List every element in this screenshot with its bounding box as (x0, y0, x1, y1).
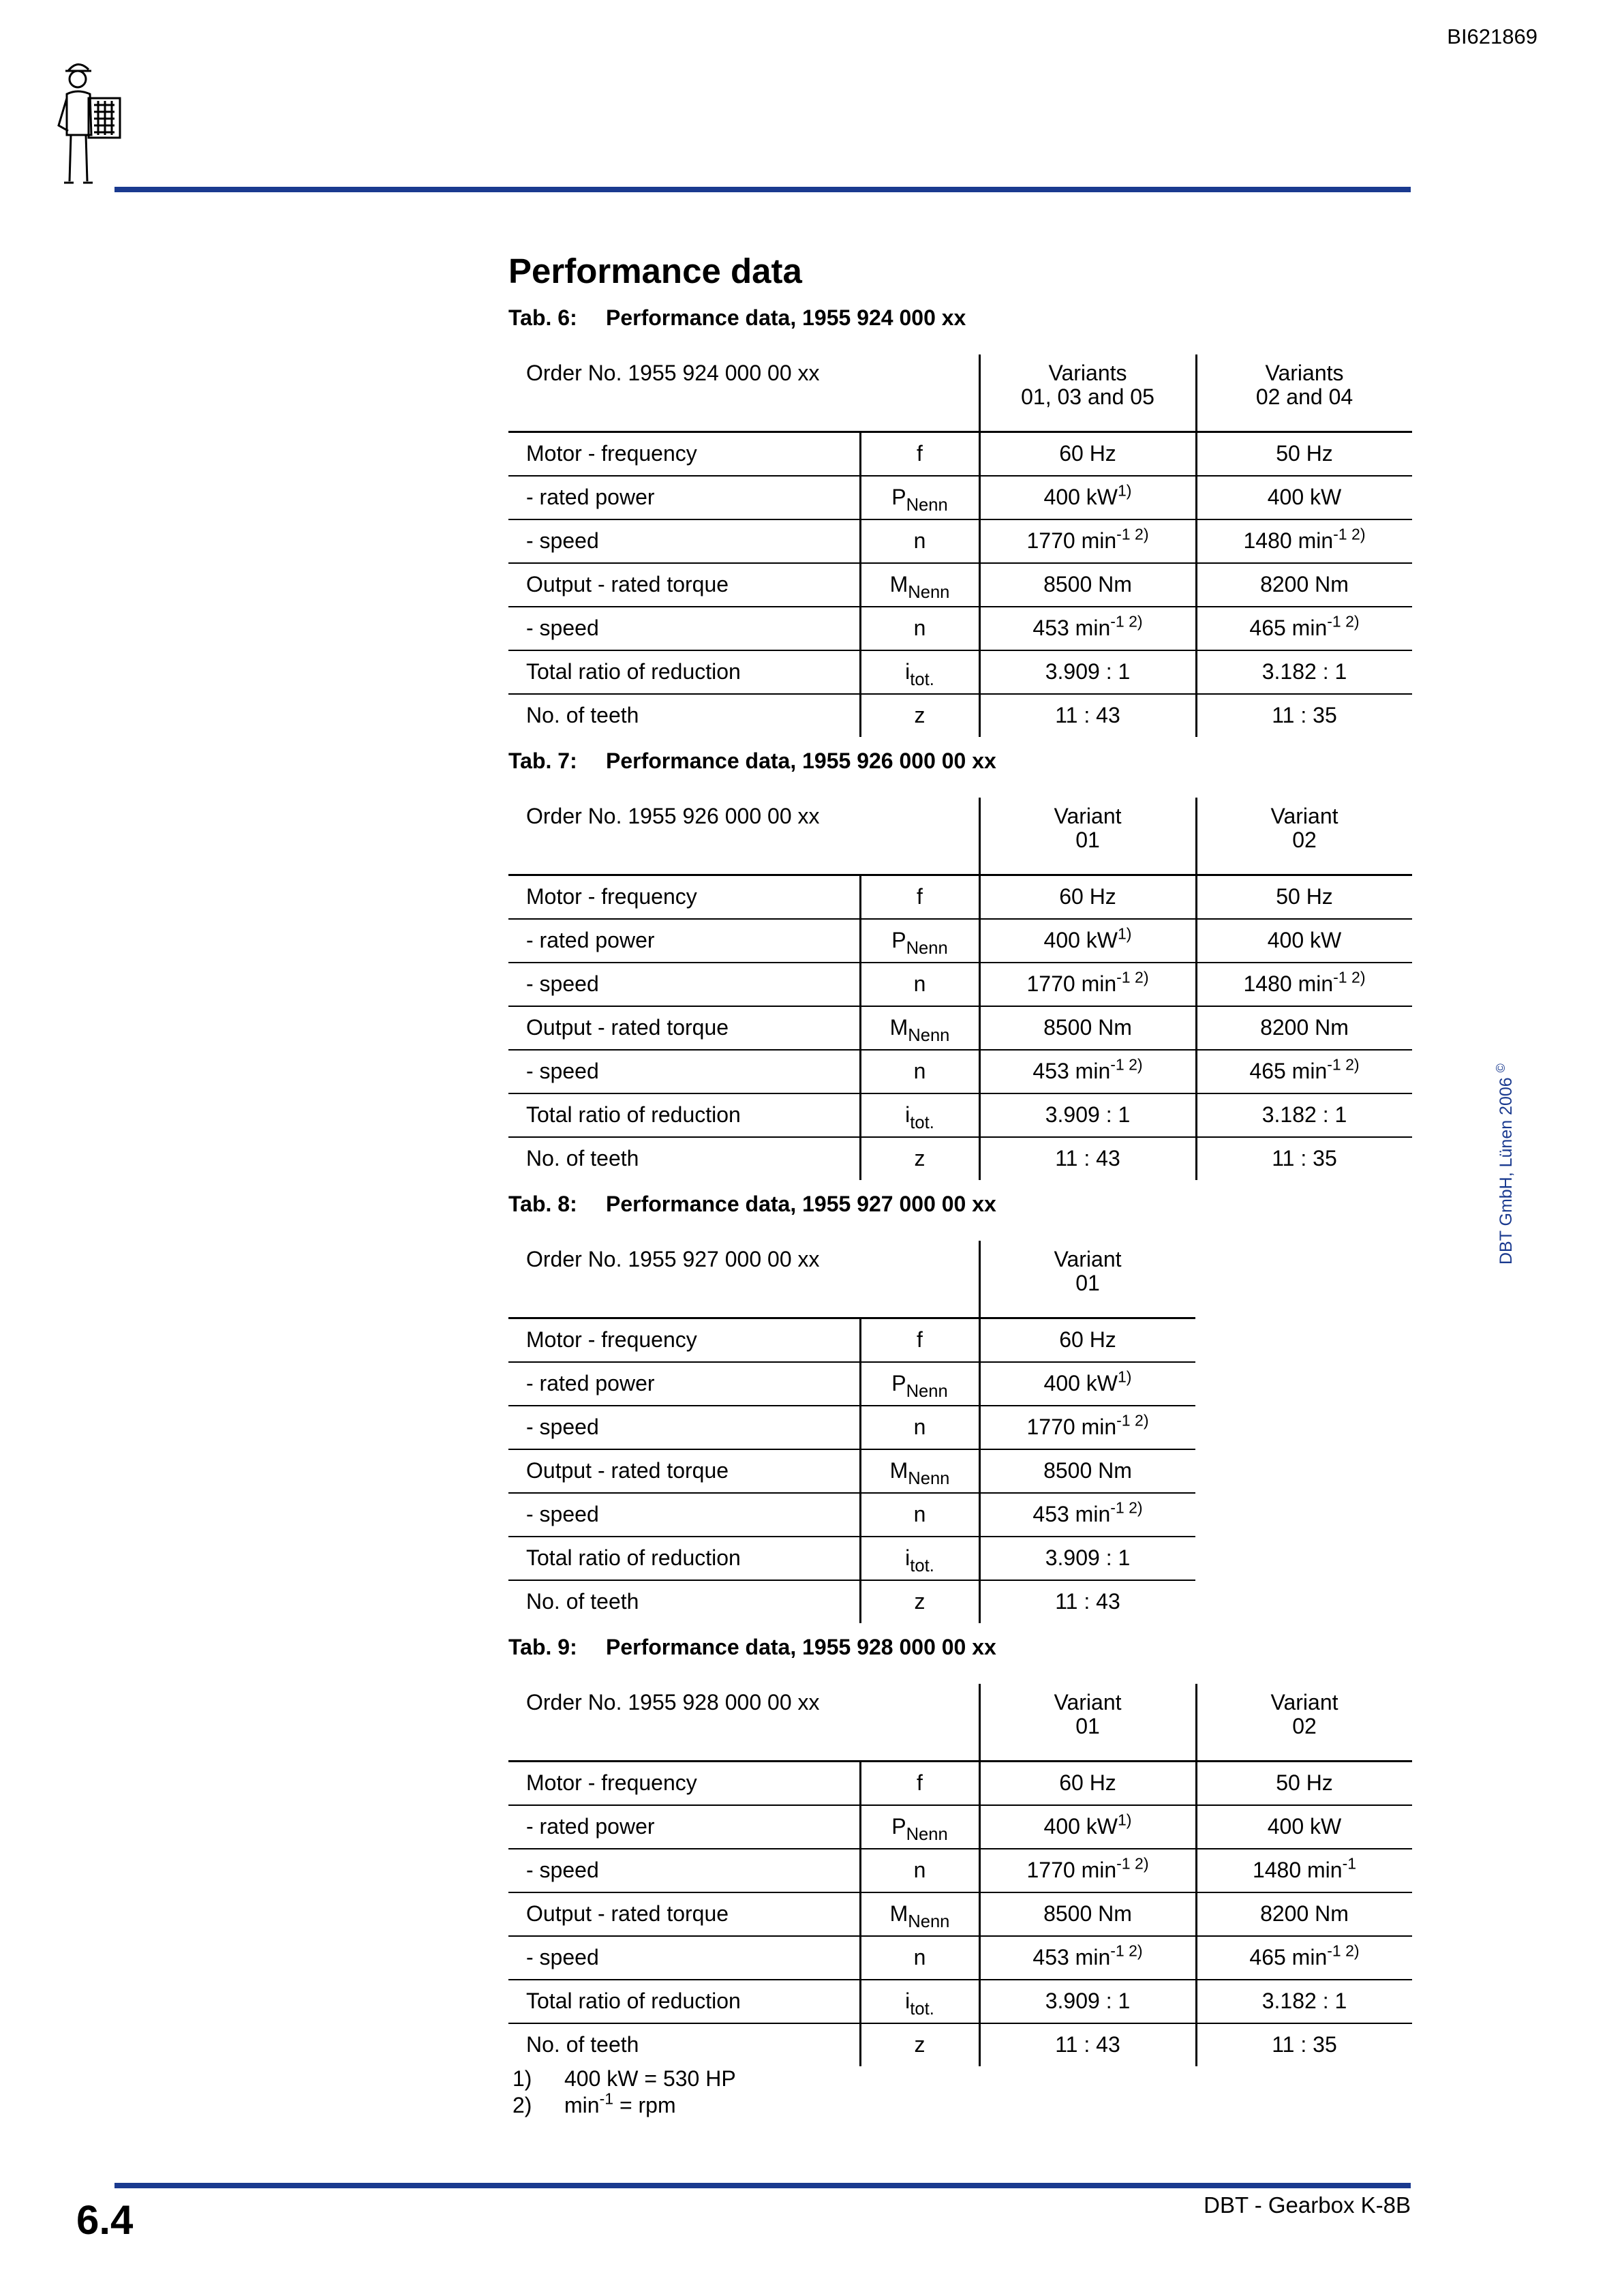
table-row (508, 519, 1412, 563)
parameter-label: No. of teeth (508, 694, 860, 737)
parameter-value: 1770 $\min^{-1 2)}$ (979, 1406, 1195, 1449)
parameter-symbol: $i_{tot.}$ (860, 1537, 979, 1580)
parameter-value: 11 : 43 (979, 1580, 1195, 1623)
parameter-label: Output - rated torque (508, 1449, 860, 1493)
parameter-symbol: n (860, 1406, 979, 1449)
parameter-symbol: f (860, 1762, 979, 1806)
parameter-label: - speed (508, 1406, 860, 1449)
parameter-value: 453 $\min^{-1 2)}$ (979, 1936, 1196, 1980)
parameter-label: Output - rated torque (508, 1006, 860, 1050)
table-row (508, 476, 1412, 519)
parameter-value: 60 Hz (979, 1762, 1196, 1806)
parameter-label: Motor - frequency (508, 432, 860, 477)
parameter-value: 465 $\min^{-1 2)}$ (1196, 1936, 1412, 1980)
parameter-symbol: n (860, 1493, 979, 1537)
parameter-label: Total ratio of reduction (508, 1537, 860, 1580)
parameter-value: 11 : 43 (979, 694, 1196, 737)
footnote-2: 2) $\min^{-1}$ = rpm (512, 2089, 676, 2118)
parameter-label: - speed (508, 1493, 860, 1537)
parameter-value: 8200 Nm (1196, 1892, 1412, 1936)
parameter-value: 50 Hz (1196, 875, 1412, 920)
parameter-symbol: f (860, 432, 979, 477)
parameter-symbol: $i_{tot.}$ (860, 1093, 979, 1137)
table-row (508, 1805, 1412, 1849)
parameter-value: 60 Hz (979, 1318, 1195, 1363)
parameter-value: 1480 $\min^{-1 2)}$ (1196, 519, 1412, 563)
parameter-value: 3.909 : 1 (979, 1093, 1196, 1137)
variant-header: Variant 01 (979, 1241, 1195, 1318)
parameter-value: 11 : 43 (979, 1137, 1196, 1180)
table-caption: Tab. 6: Performance data, 1955 924 000 xx (508, 305, 966, 330)
parameter-label: Motor - frequency (508, 1318, 860, 1363)
order-number: Order No. 1955 924 000 00 xx (526, 361, 820, 385)
page-number: 6.4 (76, 2197, 134, 2243)
parameter-label: - speed (508, 607, 860, 650)
parameter-value: 1770 $\min^{-1 2)}$ (979, 519, 1196, 563)
table-row (508, 1318, 1195, 1363)
parameter-value: 11 : 35 (1196, 2023, 1412, 2066)
parameter-value: 1480 $\min^{-1}$ (1196, 1849, 1412, 1892)
parameter-value: 400 $kW^{1)}$ (979, 919, 1196, 963)
parameter-label: - speed (508, 1050, 860, 1093)
table-row (508, 432, 1412, 477)
parameter-value: 50 Hz (1196, 1762, 1412, 1806)
parameter-value: 400 $kW^{1)}$ (979, 1362, 1195, 1406)
parameter-label: No. of teeth (508, 2023, 860, 2066)
parameter-value: 11 : 35 (1196, 694, 1412, 737)
performance-table (508, 798, 1412, 1180)
table-row (508, 1537, 1195, 1580)
variant-header: Variant 02 (1196, 1684, 1412, 1762)
table-row (508, 875, 1412, 920)
parameter-symbol: n (860, 963, 979, 1006)
parameter-symbol: $i_{tot.}$ (860, 1980, 979, 2023)
performance-table (508, 354, 1412, 737)
parameter-value: 453 $\min^{-1 2)}$ (979, 1493, 1195, 1537)
table-row (508, 1493, 1195, 1537)
parameter-value: 400 kW (1196, 1805, 1412, 1849)
table-row (508, 2023, 1412, 2066)
parameter-value: 11 : 35 (1196, 1137, 1412, 1180)
parameter-symbol: $P_{Nenn}$ (860, 476, 979, 519)
parameter-label: - rated power (508, 919, 860, 963)
parameter-value: 400 kW (1196, 919, 1412, 963)
parameter-value: 3.182 : 1 (1196, 1980, 1412, 2023)
parameter-value: 8500 Nm (979, 1892, 1196, 1936)
table-row (508, 1137, 1412, 1180)
table-row (508, 1936, 1412, 1980)
parameter-label: No. of teeth (508, 1580, 860, 1623)
parameter-value: 8500 Nm (979, 1449, 1195, 1493)
table-row (508, 1093, 1412, 1137)
order-number: Order No. 1955 926 000 00 xx (526, 804, 820, 828)
table-header-row (508, 1684, 1412, 1762)
table-row (508, 607, 1412, 650)
parameter-label: Total ratio of reduction (508, 1980, 860, 2023)
parameter-value: 400 $kW^{1)}$ (979, 476, 1196, 519)
parameter-value: 8500 Nm (979, 1006, 1196, 1050)
parameter-label: No. of teeth (508, 1137, 860, 1180)
table-row (508, 1050, 1412, 1093)
footnote-1: 1) 400 kW = 530 HP (512, 2066, 736, 2091)
parameter-value: 8200 Nm (1196, 563, 1412, 607)
footer-title: DBT - Gearbox K-8B (1204, 2192, 1411, 2218)
parameter-label: - speed (508, 1936, 860, 1980)
parameter-value: 50 Hz (1196, 432, 1412, 477)
order-number: Order No. 1955 927 000 00 xx (526, 1247, 820, 1271)
parameter-symbol: n (860, 607, 979, 650)
parameter-symbol: $M_{Nenn}$ (860, 1892, 979, 1936)
table-row (508, 1980, 1412, 2023)
copyright-notice: DBT GmbH, Lünen 2006 © (1494, 1063, 1516, 1265)
parameter-symbol: $M_{Nenn}$ (860, 1006, 979, 1050)
parameter-label: - speed (508, 1849, 860, 1892)
table-header-row (508, 798, 1412, 875)
section-heading: Performance data (508, 252, 802, 290)
parameter-label: - speed (508, 963, 860, 1006)
parameter-value: 1770 $\min^{-1 2)}$ (979, 963, 1196, 1006)
parameter-value: 400 kW (1196, 476, 1412, 519)
parameter-symbol: $P_{Nenn}$ (860, 919, 979, 963)
document-id: BI621869 (1447, 25, 1537, 48)
parameter-value: 3.182 : 1 (1196, 650, 1412, 694)
parameter-label: Motor - frequency (508, 875, 860, 920)
parameter-label: Total ratio of reduction (508, 650, 860, 694)
table-row (508, 1762, 1412, 1806)
parameter-symbol: $M_{Nenn}$ (860, 1449, 979, 1493)
worker-with-clipboard-icon (46, 53, 135, 190)
parameter-value: 60 Hz (979, 875, 1196, 920)
parameter-value: 8500 Nm (979, 563, 1196, 607)
parameter-symbol: f (860, 875, 979, 920)
table-caption: Tab. 9: Performance data, 1955 928 000 00 xx (508, 1635, 996, 1659)
table-header-row (508, 1241, 1195, 1318)
table-row (508, 1449, 1195, 1493)
parameter-symbol: z (860, 2023, 979, 2066)
parameter-symbol: z (860, 1137, 979, 1180)
table-row (508, 963, 1412, 1006)
parameter-symbol: $M_{Nenn}$ (860, 563, 979, 607)
parameter-value: 3.909 : 1 (979, 1537, 1195, 1580)
parameter-value: 453 $\min^{-1 2)}$ (979, 607, 1196, 650)
parameter-symbol: n (860, 1936, 979, 1980)
parameter-label: - rated power (508, 476, 860, 519)
variant-header: Variant 01 (979, 798, 1196, 875)
parameter-symbol: $P_{Nenn}$ (860, 1805, 979, 1849)
parameter-label: Motor - frequency (508, 1762, 860, 1806)
variant-header: Variant 02 (1196, 798, 1412, 875)
parameter-value: 3.909 : 1 (979, 1980, 1196, 2023)
table-header-row (508, 354, 1412, 432)
parameter-symbol: f (860, 1318, 979, 1363)
parameter-symbol: z (860, 1580, 979, 1623)
table-caption: Tab. 7: Performance data, 1955 926 000 00 xx (508, 749, 996, 773)
parameter-value: 465 $\min^{-1 2)}$ (1196, 607, 1412, 650)
parameter-label: - rated power (508, 1805, 860, 1849)
parameter-symbol: n (860, 1849, 979, 1892)
table-row (508, 1362, 1195, 1406)
parameter-symbol: n (860, 1050, 979, 1093)
parameter-label: - rated power (508, 1362, 860, 1406)
parameter-value: 1480 $\min^{-1 2)}$ (1196, 963, 1412, 1006)
parameter-value: 453 $\min^{-1 2)}$ (979, 1050, 1196, 1093)
performance-table (508, 1684, 1412, 2066)
table-row (508, 694, 1412, 737)
performance-table (508, 1241, 1195, 1623)
table-row (508, 1006, 1412, 1050)
parameter-label: Output - rated torque (508, 563, 860, 607)
parameter-value: 3.182 : 1 (1196, 1093, 1412, 1137)
parameter-symbol: $i_{tot.}$ (860, 650, 979, 694)
variant-header: Variants 02 and 04 (1196, 354, 1412, 432)
footnotes (512, 2066, 736, 2119)
table-row (508, 1892, 1412, 1936)
table-row (508, 1580, 1195, 1623)
parameter-symbol: z (860, 694, 979, 737)
order-number: Order No. 1955 928 000 00 xx (526, 1690, 820, 1715)
parameter-symbol: n (860, 519, 979, 563)
table-row (508, 650, 1412, 694)
variant-header: Variants 01, 03 and 05 (979, 354, 1196, 432)
variant-header: Variant 01 (979, 1684, 1196, 1762)
parameter-value: 465 $\min^{-1 2)}$ (1196, 1050, 1412, 1093)
parameter-value: 8200 Nm (1196, 1006, 1412, 1050)
table-caption: Tab. 8: Performance data, 1955 927 000 00 xx (508, 1192, 996, 1216)
parameter-value: 11 : 43 (979, 2023, 1196, 2066)
table-row (508, 919, 1412, 963)
parameter-value: 60 Hz (979, 432, 1196, 477)
parameter-value: 1770 $\min^{-1 2)}$ (979, 1849, 1196, 1892)
parameter-label: - speed (508, 519, 860, 563)
parameter-symbol: $P_{Nenn}$ (860, 1362, 979, 1406)
footer-rule (114, 2183, 1411, 2188)
header-rule (114, 187, 1411, 192)
parameter-label: Output - rated torque (508, 1892, 860, 1936)
table-row (508, 563, 1412, 607)
parameter-value: 400 $kW^{1)}$ (979, 1805, 1196, 1849)
table-row (508, 1406, 1195, 1449)
parameter-value: 3.909 : 1 (979, 650, 1196, 694)
table-row (508, 1849, 1412, 1892)
parameter-label: Total ratio of reduction (508, 1093, 860, 1137)
